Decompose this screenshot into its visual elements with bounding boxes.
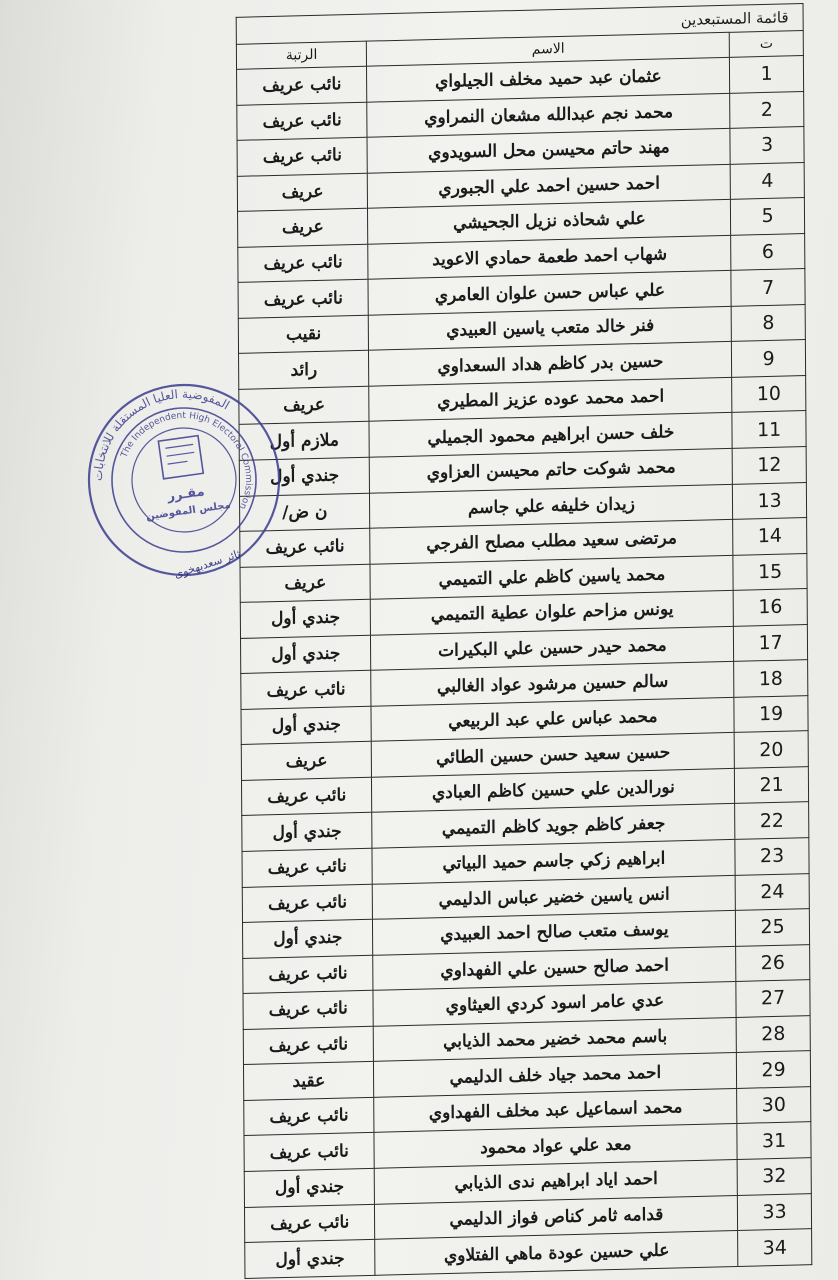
excluded-list-table-wrapper xyxy=(236,3,813,1279)
row-rank: جندي أول xyxy=(243,919,374,958)
row-name: احمد اياد ابراهيم ندى الذيابي xyxy=(375,1159,738,1203)
row-name: خلف حسن ابراهيم محمود الجميلي xyxy=(369,413,732,457)
row-name: انس ياسين خضير عباس الدليمي xyxy=(373,875,736,919)
row-name: عثمان عبد حميد مخلف الجيلواي xyxy=(367,57,730,101)
row-number: 13 xyxy=(733,482,807,519)
stamp-center-line1: مقـرر xyxy=(166,484,206,505)
row-number: 9 xyxy=(732,340,806,377)
header-name: الاسم xyxy=(367,32,730,66)
row-number: 30 xyxy=(737,1086,811,1123)
stamp-ring-arabic: المفوضية العليا المستقلة للانتخابات xyxy=(90,386,232,482)
row-name: معد علي عواد محمود xyxy=(374,1124,737,1168)
row-name: يوسف متعب صالح احمد العبيدي xyxy=(373,911,736,955)
row-number: 33 xyxy=(738,1193,812,1230)
row-number: 16 xyxy=(733,589,807,626)
row-rank: عريف xyxy=(238,208,369,247)
row-number: 7 xyxy=(731,269,805,306)
row-number: 10 xyxy=(732,375,806,412)
row-rank: نائب عريف xyxy=(242,884,373,923)
row-number: 27 xyxy=(736,980,810,1017)
row-rank: ملازم أول xyxy=(239,422,370,461)
row-rank: نائب عريف xyxy=(237,66,368,105)
row-rank: عقيد xyxy=(243,1062,374,1101)
row-number: 6 xyxy=(731,233,805,270)
row-number: 18 xyxy=(734,660,808,697)
row-number: 20 xyxy=(734,731,808,768)
row-rank: نائب عريف xyxy=(238,244,369,283)
row-rank: نائب عريف xyxy=(244,1097,375,1136)
row-number: 32 xyxy=(737,1158,811,1195)
row-number: 24 xyxy=(735,873,809,910)
row-number: 14 xyxy=(733,518,807,555)
row-rank: نائب عريف xyxy=(238,279,369,318)
row-name: محمد شوكت حاتم محيسن العزاوي xyxy=(370,448,733,492)
row-number: 34 xyxy=(738,1229,812,1267)
row-name: احمد صالح حسين علي الفهداوي xyxy=(373,946,736,990)
row-number: 23 xyxy=(735,838,809,875)
row-number: 11 xyxy=(732,411,806,448)
row-rank: جندي أول xyxy=(245,1239,376,1278)
row-number: 4 xyxy=(730,162,804,199)
row-number: 1 xyxy=(730,55,804,92)
row-name: يونس مزاحم علوان عطية التميمي xyxy=(371,591,734,635)
row-name: مهند حاتم محيسن محل السويدوي xyxy=(367,128,730,172)
row-name: محمد ياسين كاظم علي التميمي xyxy=(370,555,733,599)
row-rank: نقيب xyxy=(238,315,369,354)
row-number: 8 xyxy=(731,304,805,341)
row-name: شهاب احمد طعمة حمادي الاعويد xyxy=(368,235,731,279)
row-rank: نائب عريف xyxy=(243,955,374,994)
row-name: حسين بدر كاظم هداد السعداوي xyxy=(369,342,732,386)
row-rank: عريف xyxy=(237,173,368,212)
commission-stamp xyxy=(71,367,297,593)
row-number: 28 xyxy=(736,1015,810,1052)
row-rank: رائد xyxy=(239,351,370,390)
row-number: 31 xyxy=(737,1122,811,1159)
row-number: 17 xyxy=(734,624,808,661)
row-number: 15 xyxy=(733,553,807,590)
row-name: علي شحاذه نزيل الجحيشي xyxy=(368,200,731,244)
row-rank: نائب عريف xyxy=(244,1204,375,1243)
row-number: 2 xyxy=(730,91,804,128)
row-name: زيدان خليفه علي جاسم xyxy=(370,484,733,528)
row-number: 5 xyxy=(731,198,805,235)
header-rank: الرتبة xyxy=(236,41,367,69)
page-title: قائمة المستبعدين xyxy=(236,3,803,44)
row-name: احمد حسين احمد علي الجبوري xyxy=(368,164,731,208)
row-name: قدامه ثامر كناص فواز الدليمي xyxy=(375,1195,738,1239)
row-name: محمد اسماعيل عبد مخلف الفهداوي xyxy=(374,1088,737,1132)
row-rank: جندي أول xyxy=(240,599,371,638)
row-name: جعفر كاظم جويد كاظم التميمي xyxy=(372,804,735,848)
svg-text:المفوضية العليا المستقلة للانت xyxy=(80,380,241,484)
row-rank: نائب عريف xyxy=(240,528,371,567)
row-rank: نائب عريف xyxy=(242,777,373,816)
row-name: سالم حسين مرشود عواد الغالبي xyxy=(371,662,734,706)
row-name: مرتضى سعيد مطلب مصلح الفرجي xyxy=(370,519,733,563)
row-name: محمد حيدر حسين علي البكيرات xyxy=(371,626,734,670)
row-rank: نائب عريف xyxy=(241,671,372,710)
row-number: 19 xyxy=(734,695,808,732)
row-name: باسم محمد خضير محمد الذيابي xyxy=(374,1017,737,1061)
row-number: 3 xyxy=(730,127,804,164)
row-number: 25 xyxy=(736,909,810,946)
header-number: ت xyxy=(730,30,804,57)
stamp-center-line2: مجلس المفوضين xyxy=(145,499,232,523)
row-name: حسين سعيد حسن حسين الطائي xyxy=(372,733,735,777)
row-name: محمد عباس علي عبد الربيعي xyxy=(371,697,734,741)
row-number: 22 xyxy=(735,802,809,839)
stamp-ring-english: The Independent High Electoral Commission xyxy=(119,410,254,511)
row-number: 21 xyxy=(735,767,809,804)
excluded-list-table xyxy=(236,3,813,1279)
row-name: ابراهيم زكي جاسم حميد البياتي xyxy=(372,839,735,883)
row-rank: نائب عريف xyxy=(237,137,368,176)
row-rank: نائب عريف xyxy=(243,1026,374,1065)
row-number: 26 xyxy=(736,944,810,981)
row-name: نورالدين علي حسين كاظم العبادي xyxy=(372,768,735,812)
row-rank: جندي أول xyxy=(242,813,373,852)
row-rank: جندي أول xyxy=(244,1168,375,1207)
row-rank: جندي أول xyxy=(239,457,370,496)
row-name: محمد نجم عبدالله مشعان النمراوي xyxy=(367,93,730,137)
row-rank: نائب عريف xyxy=(237,102,368,141)
row-rank: عريف xyxy=(240,564,371,603)
row-name: احمد محمد عوده عزيز المطيري xyxy=(369,377,732,421)
row-rank: عريف xyxy=(241,742,372,781)
row-number: 29 xyxy=(737,1051,811,1088)
row-number: 12 xyxy=(732,447,806,484)
stamp-signature: ثائر سعدبهخوى xyxy=(172,547,243,581)
row-name: احمد محمد جياد خلف الدليمي xyxy=(374,1053,737,1097)
row-name: فنر خالد متعب ياسين العبيدي xyxy=(369,306,732,350)
row-rank: نائب عريف xyxy=(244,1133,375,1172)
row-name: علي عباس حسن علوان العامري xyxy=(368,271,731,315)
row-name: عدي عامر اسود كردي العيثاوي xyxy=(373,982,736,1026)
row-name: علي حسين عودة ماهي الفتلاوي xyxy=(375,1230,738,1275)
row-rank: عريف xyxy=(239,386,370,425)
row-rank: نائب عريف xyxy=(243,991,374,1030)
row-rank: ن ض/ xyxy=(240,493,371,532)
row-rank: جندي أول xyxy=(241,635,372,674)
row-rank: نائب عريف xyxy=(242,848,373,887)
row-rank: جندي أول xyxy=(241,706,372,745)
